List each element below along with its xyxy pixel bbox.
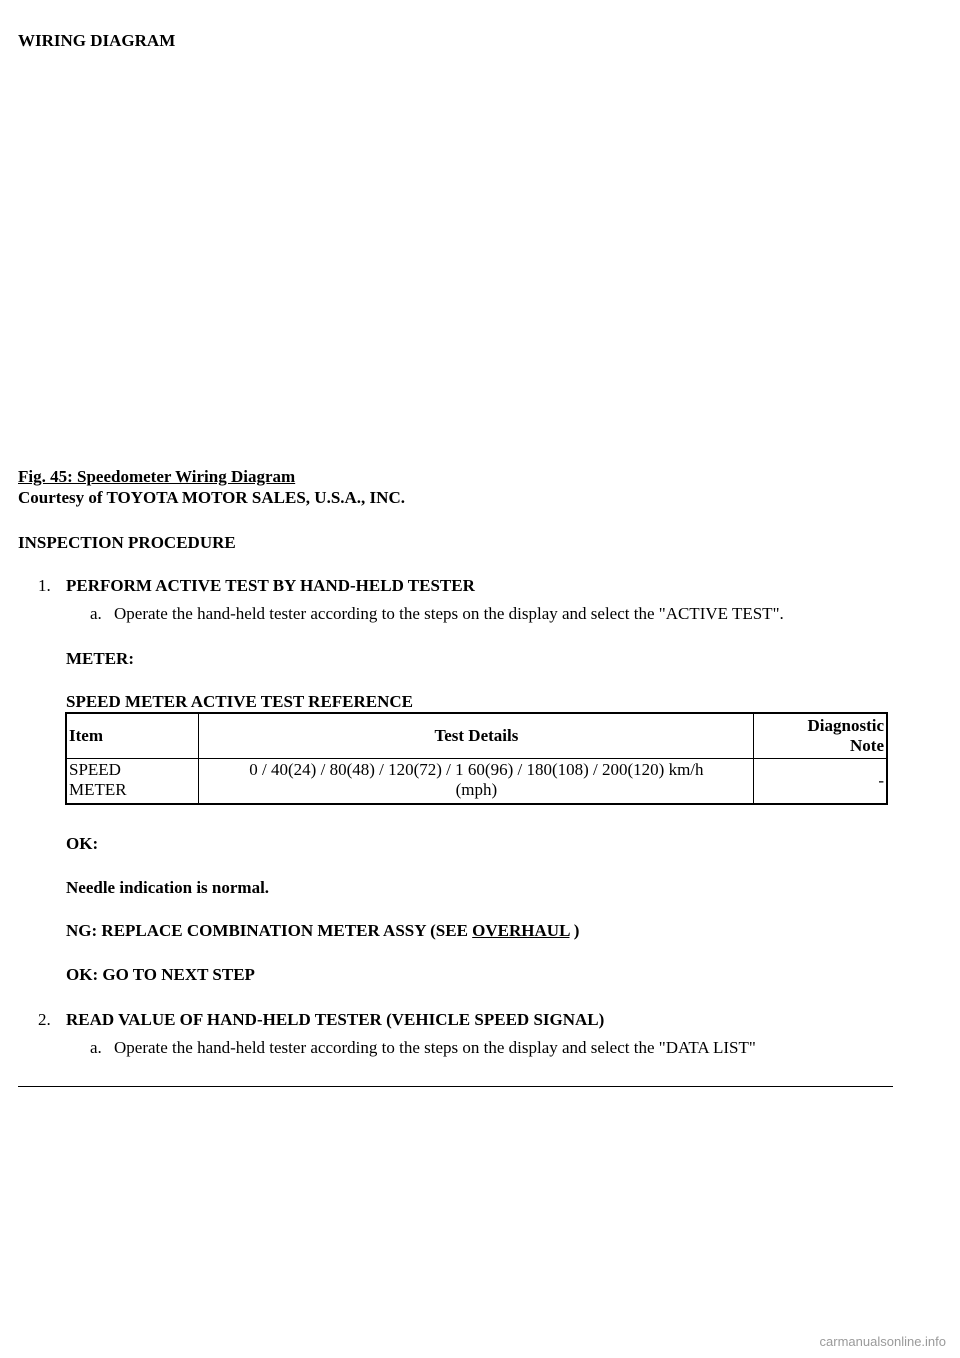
cell-test-details bbox=[199, 759, 754, 805]
ok-criteria-text: Needle indication is normal. bbox=[66, 878, 270, 897]
header-item: Item bbox=[66, 713, 199, 759]
procedure-heading: INSPECTION PROCEDURE bbox=[18, 533, 236, 552]
footer-watermark: carmanualsonline.info bbox=[819, 1334, 946, 1349]
ng-text-suffix: ) bbox=[573, 921, 580, 940]
page-divider bbox=[18, 1086, 893, 1087]
step-2-sub-a-label: a. bbox=[90, 1038, 102, 1057]
step-2-number: 2. bbox=[38, 1010, 51, 1029]
step-2-title: READ VALUE OF HAND-HELD TESTER (VEHICLE SPEED SIGNAL) bbox=[66, 1010, 605, 1029]
step-1-number: 1. bbox=[38, 576, 51, 595]
table-row bbox=[66, 759, 887, 805]
figure-caption[interactable] bbox=[18, 467, 295, 487]
cell-details-line1: 0 / 40(24) / 80(48) / 120(72) / 1 60(96) / 180(108) / 200(120) km/h bbox=[249, 760, 704, 779]
ok-label: OK: bbox=[66, 834, 99, 853]
cell-details-line2: (mph) bbox=[455, 780, 498, 799]
wiring-diagram-figure bbox=[18, 60, 893, 460]
ng-text-prefix: NG: REPLACE COMBINATION METER ASSY (SEE bbox=[66, 921, 468, 940]
cell-item bbox=[66, 759, 199, 805]
header-diagnostic-note bbox=[754, 713, 887, 759]
header-test-details: Test Details bbox=[199, 713, 754, 759]
cell-item-line2: METER bbox=[69, 780, 127, 799]
step-1-title: PERFORM ACTIVE TEST BY HAND-HELD TESTER bbox=[66, 576, 475, 595]
step-1-sub-a-label: a. bbox=[90, 604, 102, 623]
cell-item-line1: SPEED bbox=[69, 760, 121, 779]
ok-next-step: OK: GO TO NEXT STEP bbox=[66, 965, 255, 984]
meter-label: METER: bbox=[66, 649, 134, 668]
courtesy-line: Courtesy of TOYOTA MOTOR SALES, U.S.A., INC. bbox=[18, 488, 405, 507]
overhaul-link[interactable]: OVERHAUL bbox=[472, 921, 570, 940]
ng-instruction bbox=[66, 921, 579, 941]
step-1-sub-a-text: Operate the hand-held tester according to the steps on the display and select the "ACTIVE TEST". bbox=[114, 604, 784, 623]
cell-diagnostic-note: - bbox=[754, 759, 887, 805]
step-2-sub-a-text: Operate the hand-held tester according to the steps on the display and select the "DATA LIST" bbox=[114, 1038, 756, 1057]
table-header-row bbox=[66, 713, 887, 759]
page-heading: WIRING DIAGRAM bbox=[18, 31, 176, 50]
figure-caption-link[interactable]: Fig. 45: Speedometer Wiring Diagram bbox=[18, 467, 296, 486]
table-title: SPEED METER ACTIVE TEST REFERENCE bbox=[66, 692, 414, 711]
header-note-line1: Diagnostic bbox=[807, 716, 884, 735]
header-note-line2: Note bbox=[850, 736, 884, 755]
active-test-table bbox=[65, 712, 888, 805]
